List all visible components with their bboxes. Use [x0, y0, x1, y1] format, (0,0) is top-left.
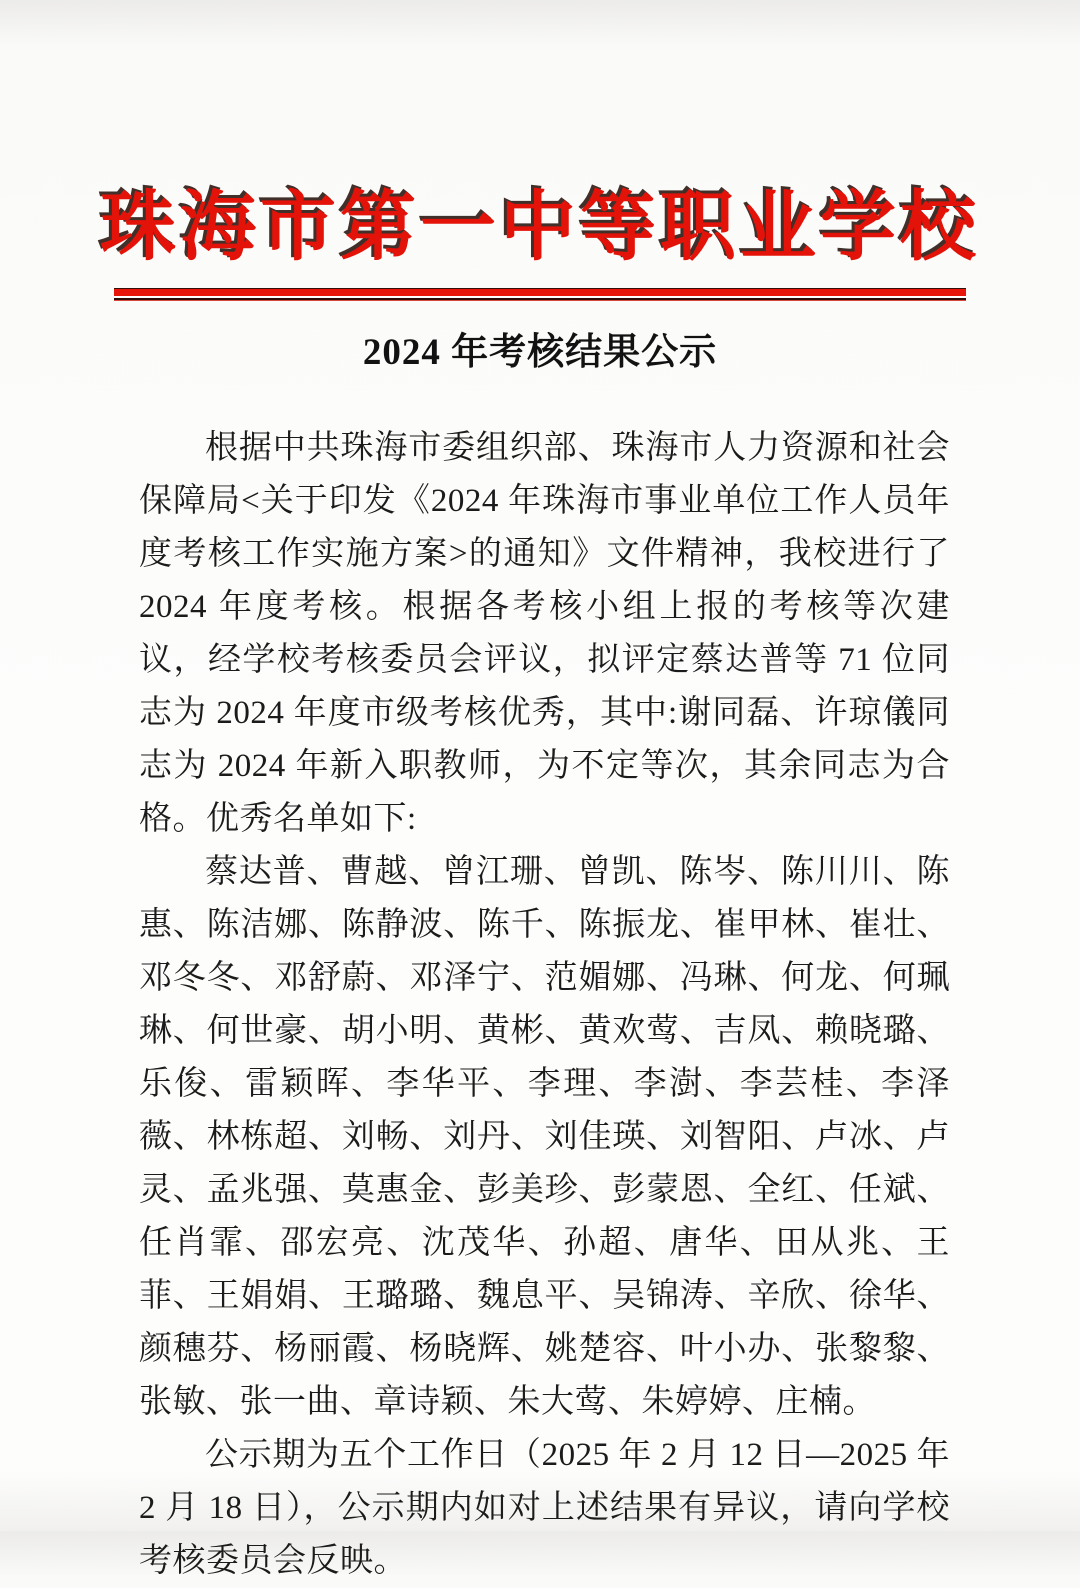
- page-title: 2024 年考核结果公示: [362, 332, 718, 374]
- school-name-title: 珠海市第一中等职业学校: [100, 186, 980, 270]
- closing-paragraph: 公示期为五个工作日（2025 年 2 月 12 日—2025 年 2 月 18 日），公示期内如对上述结果有异议，请向学校考核委员会反映。: [139, 1436, 950, 1579]
- names-paragraph: 蔡达普、曹越、曾江珊、曾凯、陈岑、陈川川、陈惠、陈洁娜、陈静波、陈千、陈振龙、崔甲林、崔壮、邓冬冬、邓舒蔚、邓泽宁、范媚娜、冯琳、何龙、何珮琳、何世豪、胡小明、黄彬、黄欢莺、吉凤、赖晓璐、乐俊、雷颖晖、李华平、李理、李澍、李芸桂、李泽薇、林栋超、刘畅、刘丹、刘佳瑛、刘智阳、卢冰、卢灵、孟兆强、莫惠金、彭美珍、彭蒙恩、全红、任斌、任肖霏、邵宏亮、沈茂华、孙超、唐华、田从兆、王菲、王娟娟、王璐璐、魏息平、吴锦涛、辛欣、徐华、颜穗芬、杨丽霞、杨晓辉、姚楚容、叶小办、张黎黎、张敏、张一曲、章诗颖、朱大莺、朱婷婷、庄楠。: [139, 853, 950, 1420]
- header-divider-rule: [114, 288, 966, 301]
- document-body: [0, 422, 1080, 1588]
- intro-paragraph: 根据中共珠海市委组织部、珠海市人力资源和社会保障局<关于印发《2024 年珠海市事业单位工作人员年度考核工作实施方案>的通知》文件精神，我校进行了 2024 年度考核。根据各考核小组上报的考核等次建议，经学校考核委员会评议，拟评定蔡达普等 71 位同志为 2024 年度市级考核优秀，其中:谢同磊、许琼儀同志为 2024 年新入职教师，为不定等次，其余同志为合格。优秀名单如下:: [139, 429, 950, 837]
